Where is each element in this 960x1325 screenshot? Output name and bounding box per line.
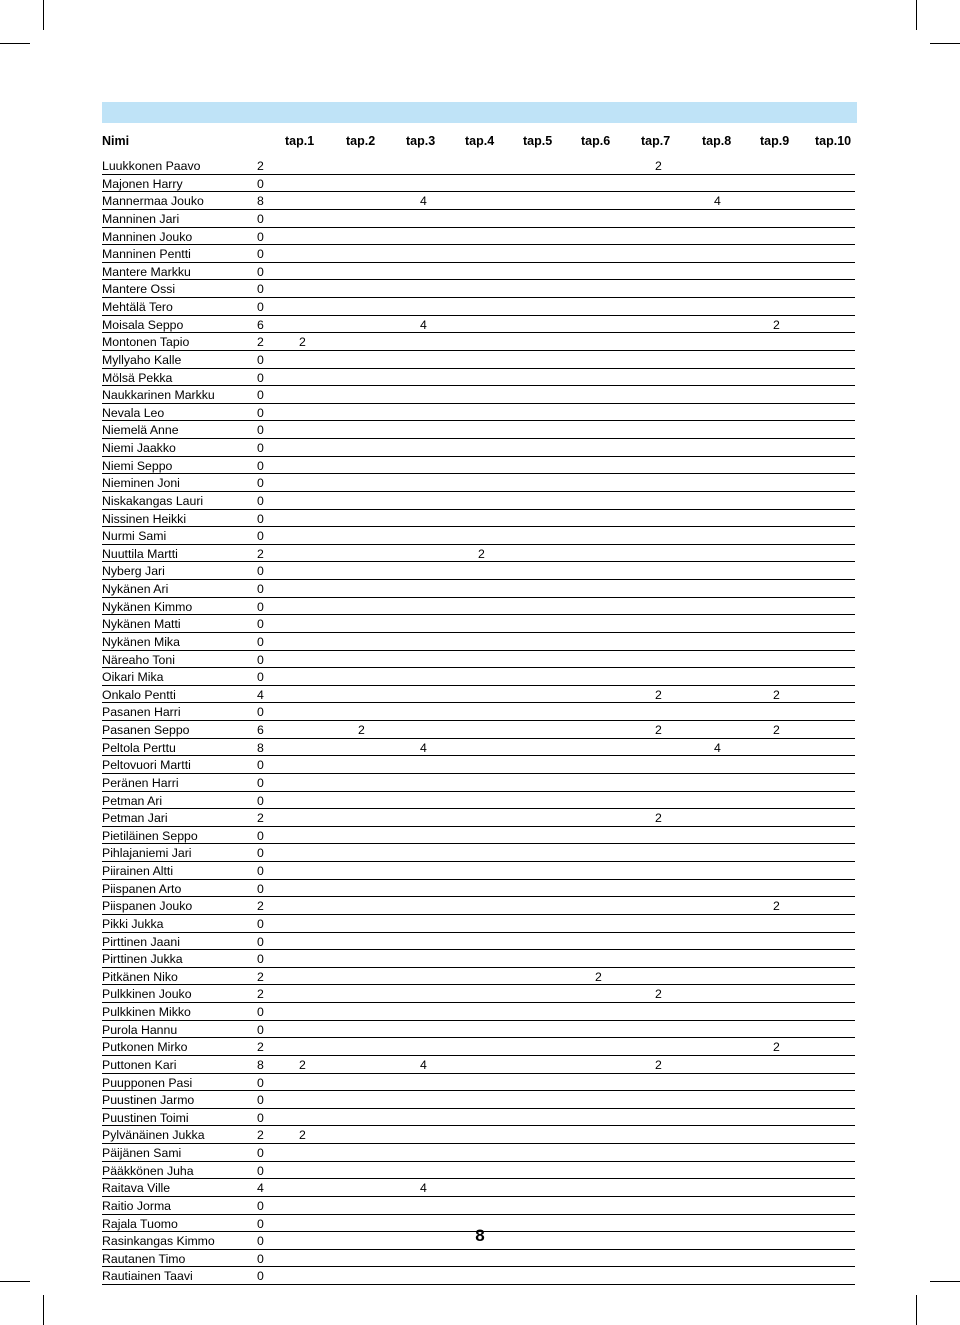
total-points: 0 (257, 670, 264, 685)
tap-column-header: tap.7 (641, 134, 671, 148)
participant-name: Nieminen Joni (102, 476, 180, 491)
total-points: 0 (257, 775, 264, 790)
table-row (102, 493, 855, 510)
participant-name: Pirttinen Jukka (102, 952, 183, 967)
total-points: 0 (257, 1110, 264, 1125)
participant-name: Peränen Harri (102, 775, 179, 790)
total-points: 0 (257, 952, 264, 967)
participant-name: Näreaho Toni (102, 652, 175, 667)
tap-points: 2 (358, 723, 365, 737)
table-row (102, 1004, 855, 1021)
total-points: 0 (257, 441, 264, 455)
tap-points: 2 (655, 987, 662, 1002)
tap-points: 4 (420, 1181, 427, 1196)
participant-name: Rautiainen Taavi (102, 1269, 193, 1284)
total-points: 8 (257, 740, 264, 755)
participant-name: Pääkkönen Juha (102, 1163, 194, 1178)
header-band (102, 102, 857, 123)
participant-name: Luukkonen Paavo (102, 159, 201, 173)
total-points: 0 (257, 1075, 264, 1090)
tap-points: 2 (773, 899, 780, 914)
participant-name: Mannermaa Jouko (102, 194, 204, 209)
table-row (102, 722, 855, 739)
participant-name: Purola Hannu (102, 1022, 178, 1037)
tap-column-header: tap.6 (581, 134, 611, 148)
table-row (102, 405, 855, 422)
participant-name: Nykänen Matti (102, 617, 181, 632)
table-row (102, 1039, 855, 1056)
crop-mark (916, 1295, 917, 1325)
participant-name: Mantere Markku (102, 264, 191, 279)
total-points: 4 (257, 1181, 264, 1196)
table-row (102, 969, 855, 986)
tap-column-header: tap.8 (702, 134, 732, 148)
total-points: 2 (257, 1040, 264, 1055)
table-row (102, 652, 855, 669)
table-row (102, 317, 855, 334)
total-points: 2 (257, 899, 264, 914)
crop-mark (0, 43, 30, 44)
participant-name: Piispanen Jouko (102, 899, 193, 914)
total-points: 2 (257, 546, 264, 561)
tap-points: 2 (299, 1057, 306, 1072)
table-row (102, 634, 855, 651)
total-points: 0 (257, 705, 264, 720)
table-row (102, 1022, 855, 1039)
tap-column-header: tap.3 (406, 134, 436, 148)
participant-name: Piispanen Arto (102, 881, 182, 896)
participant-name: Rajala Tuomo (102, 1216, 178, 1231)
total-points: 0 (257, 1251, 264, 1266)
participant-name: Pitkänen Niko (102, 969, 178, 984)
participant-name: Nyberg Jari (102, 564, 165, 579)
participant-name: Niskakangas Lauri (102, 493, 204, 508)
total-points: 0 (257, 511, 264, 526)
table-row (102, 458, 855, 475)
tap-column-header: tap.9 (760, 134, 790, 148)
participant-name: Mehtälä Tero (102, 300, 173, 314)
total-points: 0 (257, 493, 264, 508)
participant-name: Nuuttila Martti (102, 546, 178, 561)
participant-name: Nissinen Heikki (102, 511, 187, 526)
participant-name: Niemi Seppo (102, 458, 173, 473)
total-points: 0 (257, 793, 264, 808)
tap-points: 4 (714, 740, 721, 755)
total-points: 0 (257, 1216, 264, 1231)
participant-name: Puupponen Pasi (102, 1075, 193, 1090)
table-row (102, 1145, 855, 1162)
total-points: 0 (257, 423, 264, 438)
table-row (102, 828, 855, 845)
tap-points: 2 (655, 811, 662, 826)
total-points: 2 (257, 335, 264, 350)
participant-name: Pietiläinen Seppo (102, 828, 198, 843)
participant-name: Rasinkangas Kimmo (102, 1234, 215, 1249)
total-points: 0 (257, 846, 264, 861)
table-row (102, 1075, 855, 1092)
table-row (102, 370, 855, 387)
table-row (102, 704, 855, 721)
table-row (102, 1198, 855, 1215)
table-row (102, 422, 855, 439)
table-row (102, 1180, 855, 1197)
total-points: 0 (257, 1163, 264, 1178)
participant-name: Pulkkinen Mikko (102, 1005, 191, 1019)
total-points: 0 (257, 264, 264, 279)
total-points: 0 (257, 634, 264, 649)
participant-name: Mantere Ossi (102, 282, 176, 297)
table-row (102, 687, 855, 704)
total-points: 2 (257, 987, 264, 1002)
table-row (102, 1127, 855, 1144)
page-number: 8 (475, 1226, 485, 1245)
total-points: 0 (257, 1093, 264, 1108)
participant-name: Majonen Harry (102, 176, 183, 191)
participant-name: Naukkarinen Markku (102, 388, 215, 403)
crop-mark (930, 1281, 960, 1282)
total-points: 0 (257, 564, 264, 579)
total-points: 0 (257, 617, 264, 632)
participant-name: Puustinen Toimi (102, 1110, 189, 1125)
table-row (102, 810, 855, 827)
table-row (102, 546, 855, 563)
participant-name: Pasanen Harri (102, 705, 181, 720)
total-points: 0 (257, 1146, 264, 1160)
table-row (102, 740, 855, 757)
table-row (102, 299, 855, 316)
table-row (102, 281, 855, 298)
tap-points: 2 (773, 687, 780, 702)
crop-mark (916, 0, 917, 30)
total-points: 0 (257, 1005, 264, 1019)
participant-name: Moisala Seppo (102, 317, 184, 332)
table-row (102, 246, 855, 263)
total-points: 0 (257, 229, 264, 244)
participant-name: Manninen Pentti (102, 247, 191, 262)
tap-column-header: tap.10 (815, 134, 852, 148)
participant-name: Peltola Perttu (102, 740, 176, 755)
crop-mark (0, 1281, 30, 1282)
crop-mark (930, 43, 960, 44)
table-row (102, 951, 855, 968)
total-points: 0 (257, 582, 264, 596)
total-points: 4 (257, 687, 264, 702)
tap-points: 2 (299, 1128, 306, 1143)
table-row (102, 1163, 855, 1180)
total-points: 0 (257, 934, 264, 949)
table-row (102, 845, 855, 862)
total-points: 0 (257, 1269, 264, 1284)
table-row (102, 1268, 855, 1285)
total-points: 2 (257, 969, 264, 984)
total-points: 0 (257, 1022, 264, 1037)
tap-points: 4 (714, 194, 721, 209)
table-row (102, 616, 855, 633)
table-row (102, 986, 855, 1003)
total-points: 2 (257, 811, 264, 826)
participant-name: Oikari Mika (102, 670, 164, 685)
total-points: 2 (257, 159, 264, 173)
participant-name: Raitava Ville (102, 1181, 171, 1196)
results-table (102, 158, 855, 1286)
table-row (102, 881, 855, 898)
total-points: 0 (257, 476, 264, 491)
table-row (102, 898, 855, 915)
table-row (102, 511, 855, 528)
tap-points: 2 (773, 1040, 780, 1055)
total-points: 0 (257, 176, 264, 191)
total-points: 0 (257, 1234, 264, 1249)
participant-name: Montonen Tapio (102, 335, 190, 350)
tap-column-header: tap.1 (285, 134, 315, 148)
table-row (102, 934, 855, 951)
participant-name: Pirttinen Jaani (102, 934, 180, 949)
total-points: 0 (257, 282, 264, 297)
table-row (102, 229, 855, 246)
table-row (102, 581, 855, 598)
participant-name: Päijänen Sami (102, 1146, 182, 1160)
tap-points: 4 (420, 740, 427, 755)
participant-name: Nykänen Mika (102, 634, 180, 649)
total-points: 0 (257, 300, 264, 314)
tap-points: 2 (655, 159, 662, 173)
participant-name: Pasanen Seppo (102, 723, 190, 737)
table-row (102, 176, 855, 193)
table-row (102, 211, 855, 228)
tap-points: 4 (420, 317, 427, 332)
participant-name: Nykänen Kimmo (102, 599, 193, 614)
tap-column-header: tap.2 (346, 134, 376, 148)
table-row (102, 775, 855, 792)
table-row (102, 264, 855, 281)
crop-mark (43, 1295, 44, 1325)
tap-points: 2 (773, 723, 780, 737)
table-row (102, 757, 855, 774)
table-header (102, 134, 857, 150)
participant-name: Rautanen Timo (102, 1251, 186, 1266)
total-points: 8 (257, 1057, 264, 1072)
total-points: 0 (257, 881, 264, 896)
total-points: 0 (257, 758, 264, 773)
tap-column-header: tap.4 (465, 134, 495, 148)
table-row (102, 334, 855, 351)
table-row (102, 528, 855, 545)
total-points: 0 (257, 370, 264, 385)
tap-points: 2 (478, 546, 485, 561)
total-points: 6 (257, 317, 264, 332)
participant-name: Niemi Jaakko (102, 441, 176, 455)
table-row (102, 563, 855, 580)
participant-name: Manninen Jari (102, 211, 180, 226)
participant-name: Piirainen Altti (102, 864, 174, 878)
tap-points: 2 (299, 335, 306, 350)
table-row (102, 475, 855, 492)
total-points: 2 (257, 1128, 264, 1143)
participant-name: Pylvänäinen Jukka (102, 1128, 205, 1143)
tap-points: 4 (420, 1057, 427, 1072)
participant-name: Pihlajaniemi Jari (102, 846, 192, 861)
total-points: 0 (257, 458, 264, 473)
table-row (102, 669, 855, 686)
total-points: 0 (257, 599, 264, 614)
table-row (102, 793, 855, 810)
table-row (102, 599, 855, 616)
table-row (102, 158, 855, 175)
participant-name: Puustinen Jarmo (102, 1093, 195, 1108)
total-points: 8 (257, 194, 264, 209)
participant-name: Petman Ari (102, 793, 163, 808)
participant-name: Raitio Jorma (102, 1198, 172, 1213)
participant-name: Putkonen Mirko (102, 1040, 188, 1055)
table-row (102, 1251, 855, 1268)
participant-name: Manninen Jouko (102, 229, 193, 244)
total-points: 0 (257, 529, 264, 544)
total-points: 0 (257, 916, 264, 931)
tap-points: 2 (655, 723, 662, 737)
participant-name: Onkalo Pentti (102, 687, 176, 702)
total-points: 0 (257, 405, 264, 420)
participant-name: Petman Jari (102, 811, 168, 826)
participant-name: Mölsä Pekka (102, 370, 173, 385)
tap-points: 2 (655, 687, 662, 702)
tap-points: 2 (655, 1057, 662, 1072)
tap-points: 4 (420, 194, 427, 209)
participant-name: Peltovuori Martti (102, 758, 191, 773)
participant-name: Nykänen Ari (102, 582, 169, 596)
total-points: 0 (257, 211, 264, 226)
total-points: 0 (257, 828, 264, 843)
table-row (102, 1092, 855, 1109)
name-column-header: Nimi (102, 134, 130, 148)
participant-name: Nevala Leo (102, 405, 165, 420)
table-row (102, 193, 855, 210)
total-points: 6 (257, 723, 264, 737)
participant-name: Myllyaho Kalle (102, 352, 182, 367)
table-row (102, 440, 855, 457)
table-row (102, 863, 855, 880)
table-row (102, 916, 855, 933)
participant-name: Niemelä Anne (102, 423, 179, 438)
participant-name: Pikki Jukka (102, 916, 164, 931)
total-points: 0 (257, 864, 264, 878)
total-points: 0 (257, 1198, 264, 1213)
participant-name: Pulkkinen Jouko (102, 987, 192, 1002)
total-points: 0 (257, 652, 264, 667)
total-points: 0 (257, 352, 264, 367)
total-points: 0 (257, 388, 264, 403)
participant-name: Puttonen Kari (102, 1057, 177, 1072)
tap-points: 2 (595, 969, 602, 984)
table-row (102, 1110, 855, 1127)
tap-points: 2 (773, 317, 780, 332)
table-row (102, 352, 855, 369)
total-points: 0 (257, 247, 264, 262)
table-row (102, 1057, 855, 1074)
tap-column-header: tap.5 (523, 134, 553, 148)
participant-name: Nurmi Sami (102, 529, 167, 544)
table-row (102, 387, 855, 404)
crop-mark (43, 0, 44, 30)
